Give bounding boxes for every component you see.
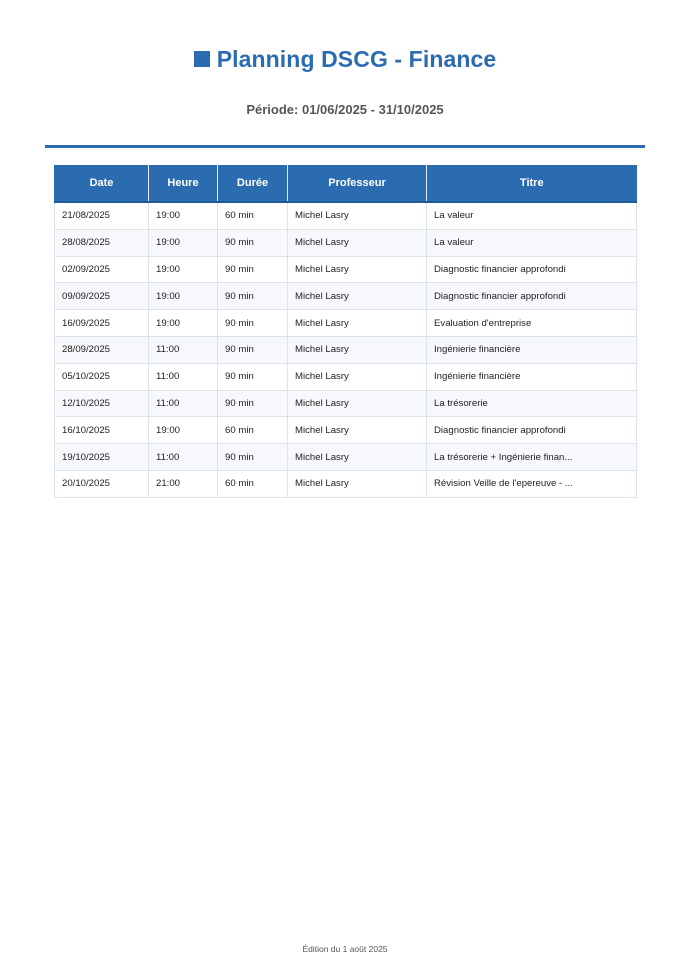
cell-duree: 90 min	[218, 444, 288, 471]
table-row	[55, 470, 637, 497]
schedule-table	[54, 165, 637, 498]
cell-date: 16/10/2025	[55, 417, 149, 444]
footer-edition: Édition du 1 août 2025	[302, 944, 388, 954]
column-header-date: Date	[55, 165, 149, 202]
cell-professeur: Michel Lasry	[288, 202, 427, 229]
header-row	[55, 165, 637, 202]
cell-professeur: Michel Lasry	[288, 470, 427, 497]
square-icon	[194, 51, 210, 67]
cell-duree: 90 min	[218, 363, 288, 390]
page-title	[0, 46, 690, 73]
cell-date: 12/10/2025	[55, 390, 149, 417]
cell-heure: 19:00	[149, 310, 218, 337]
cell-heure: 11:00	[149, 336, 218, 363]
column-header-duree: Durée	[218, 165, 288, 202]
cell-titre: La trésorerie + Ingénierie finan...	[427, 444, 637, 471]
cell-heure: 19:00	[149, 202, 218, 229]
table-row	[55, 310, 637, 337]
table-row	[55, 256, 637, 283]
table-body	[55, 202, 637, 497]
cell-titre: Diagnostic financier approfondi	[427, 256, 637, 283]
cell-heure: 11:00	[149, 444, 218, 471]
cell-heure: 11:00	[149, 363, 218, 390]
cell-date: 05/10/2025	[55, 363, 149, 390]
cell-titre: Diagnostic financier approfondi	[427, 283, 637, 310]
table-header	[55, 165, 637, 202]
table-row	[55, 444, 637, 471]
cell-date: 09/09/2025	[55, 283, 149, 310]
table-row	[55, 202, 637, 229]
cell-duree: 90 min	[218, 390, 288, 417]
table-row	[55, 283, 637, 310]
cell-professeur: Michel Lasry	[288, 444, 427, 471]
cell-titre: La valeur	[427, 229, 637, 256]
cell-professeur: Michel Lasry	[288, 390, 427, 417]
cell-date: 19/10/2025	[55, 444, 149, 471]
table-row	[55, 417, 637, 444]
cell-date: 16/09/2025	[55, 310, 149, 337]
cell-professeur: Michel Lasry	[288, 310, 427, 337]
cell-professeur: Michel Lasry	[288, 336, 427, 363]
table-row	[55, 336, 637, 363]
column-header-titre: Titre	[427, 165, 637, 202]
table-row	[55, 390, 637, 417]
cell-titre: Révision Veille de l'epereuve - ...	[427, 470, 637, 497]
cell-date: 28/09/2025	[55, 336, 149, 363]
cell-duree: 90 min	[218, 229, 288, 256]
cell-date: 20/10/2025	[55, 470, 149, 497]
cell-date: 28/08/2025	[55, 229, 149, 256]
cell-titre: Ingénierie financière	[427, 336, 637, 363]
cell-professeur: Michel Lasry	[288, 229, 427, 256]
cell-date: 02/09/2025	[55, 256, 149, 283]
cell-titre: La trésorerie	[427, 390, 637, 417]
cell-titre: Diagnostic financier approfondi	[427, 417, 637, 444]
cell-duree: 90 min	[218, 336, 288, 363]
cell-titre: La valeur	[427, 202, 637, 229]
cell-heure: 19:00	[149, 256, 218, 283]
cell-professeur: Michel Lasry	[288, 363, 427, 390]
cell-heure: 19:00	[149, 417, 218, 444]
column-header-professeur: Professeur	[288, 165, 427, 202]
cell-duree: 90 min	[218, 283, 288, 310]
table-row	[55, 363, 637, 390]
cell-date: 21/08/2025	[55, 202, 149, 229]
cell-heure: 19:00	[149, 283, 218, 310]
page-title-text: Planning DSCG - Finance	[216, 46, 497, 72]
table-row	[55, 229, 637, 256]
cell-duree: 90 min	[218, 310, 288, 337]
cell-heure: 19:00	[149, 229, 218, 256]
cell-duree: 60 min	[218, 202, 288, 229]
column-header-heure: Heure	[149, 165, 218, 202]
cell-heure: 21:00	[149, 470, 218, 497]
header-divider	[45, 145, 645, 148]
cell-professeur: Michel Lasry	[288, 256, 427, 283]
cell-heure: 11:00	[149, 390, 218, 417]
period-label: Période: 01/06/2025 - 31/10/2025	[246, 102, 444, 117]
cell-titre: Ingénierie financière	[427, 363, 637, 390]
cell-professeur: Michel Lasry	[288, 283, 427, 310]
cell-duree: 60 min	[218, 417, 288, 444]
cell-duree: 60 min	[218, 470, 288, 497]
cell-professeur: Michel Lasry	[288, 417, 427, 444]
cell-titre: Evaluation d'entreprise	[427, 310, 637, 337]
cell-duree: 90 min	[218, 256, 288, 283]
